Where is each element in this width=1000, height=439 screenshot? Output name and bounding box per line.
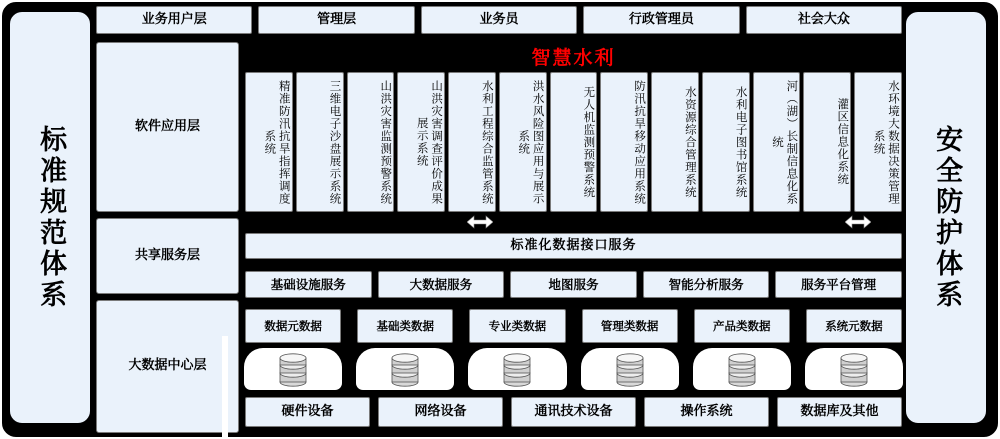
app-system-river-lake-chief[interactable]: 河（湖）长制信息化系统 <box>753 72 801 212</box>
data-type-professional[interactable]: 专业类数据 <box>469 309 565 343</box>
data-type-metadata[interactable]: 数据元数据 <box>245 309 341 343</box>
application-layer-panel <box>245 42 902 212</box>
service-intelligent-analysis[interactable]: 智能分析服务 <box>643 271 770 298</box>
database-stack-icon <box>384 349 426 389</box>
double-arrow-icon-left <box>467 215 493 229</box>
tier-label-data-center: 大数据中心层 <box>96 300 239 433</box>
database-cell <box>469 345 565 393</box>
app-system-water-environment-decision[interactable]: 水环境大数据决策管理系统 <box>854 72 902 212</box>
database-stack-icon <box>496 349 538 389</box>
database-stack-icon <box>721 349 763 389</box>
database-cell <box>582 345 678 393</box>
database-stack-icon <box>609 349 651 389</box>
service-platform-management[interactable]: 服务平台管理 <box>775 271 902 298</box>
app-system-flash-flood-monitor[interactable]: 山洪灾害监测预警系统 <box>347 72 395 212</box>
data-type-management[interactable]: 管理类数据 <box>582 309 678 343</box>
app-system-flash-flood-survey[interactable]: 山洪灾害调查评价成果展示系统 <box>397 72 445 212</box>
database-stack-icon <box>833 349 875 389</box>
decorative-white-band <box>222 336 228 439</box>
data-type-basic[interactable]: 基础类数据 <box>357 309 453 343</box>
shared-service-list <box>245 271 902 298</box>
double-arrow-icon-right <box>845 215 871 229</box>
infra-communication[interactable]: 通讯技术设备 <box>511 397 636 427</box>
app-system-flood-risk-map[interactable]: 洪水风险图应用与展示系统 <box>499 72 547 212</box>
data-type-system-metadata[interactable]: 系统元数据 <box>806 309 902 343</box>
left-pillar-standards <box>8 10 92 425</box>
database-cluster-row <box>245 345 902 393</box>
app-system-irrigation-informatization[interactable]: 灌区信息化系统 <box>803 72 851 212</box>
tier-label-shared-service: 共享服务层 <box>96 218 239 294</box>
center-column <box>96 6 902 433</box>
app-system-water-project-supervision[interactable]: 水利工程综合监管系统 <box>448 72 496 212</box>
infra-database-other[interactable]: 数据库及其他 <box>777 397 902 427</box>
user-role-operator[interactable]: 业务员 <box>421 6 577 34</box>
service-infrastructure[interactable]: 基础设施服务 <box>245 271 372 298</box>
service-map[interactable]: 地图服务 <box>510 271 637 298</box>
database-cell <box>694 345 790 393</box>
left-pillar-label: 标准规范体系 <box>35 124 67 311</box>
app-system-flood-drought-command[interactable]: 精准防汛抗旱指挥调度系统 <box>245 72 293 212</box>
tier-label-application: 软件应用层 <box>96 42 239 212</box>
service-big-data[interactable]: 大数据服务 <box>378 271 505 298</box>
standard-data-interface-bar: 标准化数据接口服务 <box>245 233 902 259</box>
right-pillar-label: 安全防护体系 <box>931 124 963 311</box>
app-system-uav-monitor[interactable]: 无人机监测预警系统 <box>550 72 598 212</box>
infra-operating-system[interactable]: 操作系统 <box>644 397 769 427</box>
platform-title: 智慧水利 <box>531 46 616 69</box>
infra-network[interactable]: 网络设备 <box>378 397 503 427</box>
app-system-mobile-flood-drought[interactable]: 防汛抗旱移动应用系统 <box>600 72 648 212</box>
user-role-administrator[interactable]: 行政管理员 <box>583 6 739 34</box>
app-system-water-resource-management[interactable]: 水资源综合管理系统 <box>651 72 699 212</box>
user-role-management[interactable]: 管理层 <box>258 6 414 34</box>
data-center-panel <box>245 309 902 431</box>
app-system-3d-sandbox[interactable]: 三维电子沙盘展示系统 <box>296 72 344 212</box>
database-cell <box>357 345 453 393</box>
database-stack-icon <box>272 349 314 389</box>
infra-hardware[interactable]: 硬件设备 <box>245 397 370 427</box>
data-type-list <box>245 309 902 343</box>
database-cell <box>806 345 902 393</box>
layer-connectors <box>245 213 902 231</box>
infrastructure-list <box>245 397 902 427</box>
user-layer-label: 业务用户层 <box>96 6 252 34</box>
right-pillar-security <box>904 10 988 425</box>
tier-label-column <box>96 42 239 439</box>
user-role-public[interactable]: 社会大众 <box>746 6 902 34</box>
data-type-product[interactable]: 产品类数据 <box>694 309 790 343</box>
user-layer-row <box>96 6 902 36</box>
application-system-list <box>245 72 902 212</box>
database-cell <box>245 345 341 393</box>
shared-service-panel <box>245 233 902 309</box>
app-system-e-library[interactable]: 水利电子图书馆系统 <box>702 72 750 212</box>
